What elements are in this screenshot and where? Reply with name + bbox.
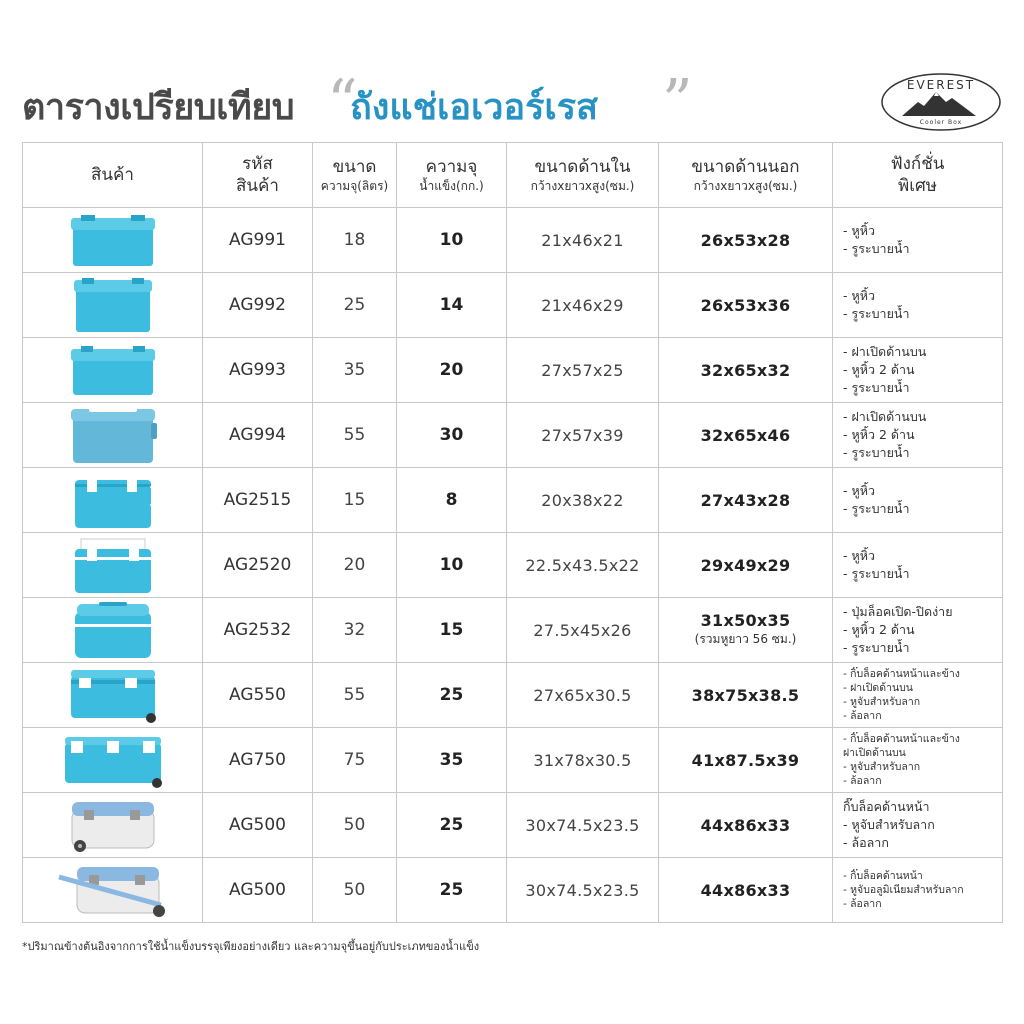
- product-image: [23, 468, 203, 533]
- capacity-liters: 50: [313, 793, 397, 858]
- inner-dimensions: 22.5x43.5x22: [507, 533, 659, 598]
- cooler-ag992-image: [23, 276, 202, 334]
- open-quote: “: [327, 67, 358, 137]
- feature-item: - ล้อลาก: [843, 835, 889, 851]
- inner-dimensions: 27x57x25: [507, 338, 659, 403]
- product-code: AG750: [203, 728, 313, 793]
- product-code: AG500: [203, 858, 313, 923]
- feature-item: - หูจับสำหรับลาก: [843, 816, 935, 832]
- product-image: [23, 598, 203, 663]
- feature-item: - กิ๊บล็อคด้านหน้าและข้าง: [843, 732, 960, 745]
- cooler-ag750-image: [23, 731, 202, 789]
- product-image: [23, 728, 203, 793]
- ice-capacity-kg: 14: [397, 273, 507, 338]
- table-row: [23, 793, 1003, 858]
- product-image: [23, 208, 203, 273]
- col-header-ice: ความจุ น้ำแข็ง(กก.): [397, 143, 507, 208]
- inner-dimensions: 27x57x39: [507, 403, 659, 468]
- feature-item: - หูหิ้ว: [843, 287, 875, 303]
- table-row: [23, 468, 1003, 533]
- feature-item: - รูระบายน้ำ: [843, 380, 910, 396]
- feature-item: - หูจับสำหรับลาก: [843, 696, 921, 708]
- cooler-ag994-image: [23, 405, 202, 465]
- table-row: [23, 663, 1003, 728]
- inner-dimensions: 20x38x22: [507, 468, 659, 533]
- outer-dimensions: 38x75x38.5: [659, 663, 833, 728]
- cooler-ag993-image: [23, 343, 202, 397]
- ice-capacity-kg: 10: [397, 533, 507, 598]
- feature-item: - หูหิ้ว: [843, 547, 875, 563]
- feature-item: - หูหิ้ว 2 ด้าน: [843, 361, 915, 377]
- features: [833, 858, 1003, 923]
- ice-capacity-kg: 25: [397, 858, 507, 923]
- inner-dimensions: 30x74.5x23.5: [507, 858, 659, 923]
- features: [833, 598, 1003, 663]
- inner-dimensions: 21x46x29: [507, 273, 659, 338]
- feature-item: - หูจับอลูมิเนียมสำหรับลาก: [843, 883, 964, 896]
- ice-capacity-kg: 8: [397, 468, 507, 533]
- capacity-liters: 75: [313, 728, 397, 793]
- product-code: AG993: [203, 338, 313, 403]
- capacity-liters: 35: [313, 338, 397, 403]
- product-code: AG994: [203, 403, 313, 468]
- col-header-outer: ขนาดด้านนอก กว้างxยาวxสูง(ซม.): [659, 143, 833, 208]
- outer-dimensions: 29x49x29: [659, 533, 833, 598]
- product-image: [23, 533, 203, 598]
- table-row: [23, 403, 1003, 468]
- feature-item: - ปุ่มล็อคเปิด-ปิดง่าย: [843, 603, 953, 619]
- inner-dimensions: 27x65x30.5: [507, 663, 659, 728]
- col-header-features: ฟังก์ชั่น พิเศษ: [833, 143, 1003, 208]
- inner-dimensions: 27.5x45x26: [507, 598, 659, 663]
- features: [833, 468, 1003, 533]
- cooler-ag2515-image: [23, 470, 202, 530]
- table-row: [23, 858, 1003, 923]
- capacity-liters: 18: [313, 208, 397, 273]
- close-quote: ”: [662, 67, 693, 137]
- product-code: AG2532: [203, 598, 313, 663]
- outer-dimensions-note: (รวมหูยาว 56 ซม.): [694, 632, 797, 646]
- ice-capacity-kg: 15: [397, 598, 507, 663]
- features: [833, 793, 1003, 858]
- comparison-table: [22, 142, 1003, 923]
- table-row: [23, 598, 1003, 663]
- logo-text: EVEREST: [906, 78, 976, 92]
- features: [833, 208, 1003, 273]
- outer-dimensions: 44x86x33: [659, 793, 833, 858]
- feature-item: - ล้อลาก: [843, 898, 882, 911]
- inner-dimensions: 31x78x30.5: [507, 728, 659, 793]
- feature-item: - รูระบายน้ำ: [843, 640, 910, 656]
- feature-item: - รูระบายน้ำ: [843, 445, 910, 461]
- features: [833, 338, 1003, 403]
- col-header-capacity: ขนาด ความจุ(ลิตร): [313, 143, 397, 208]
- cooler-ag2532-image: [23, 600, 202, 660]
- outer-dimensions: 32x65x46: [659, 403, 833, 468]
- footnote: *ปริมาณข้างต้นอิงจากการใช้น้ำแข็งบรรจุเพียงอย่างเดียว และความจุขึ้นอยู่กับประเภทของน้ำแข็ง: [22, 940, 480, 953]
- product-code: AG500: [203, 793, 313, 858]
- table-header-row: [23, 143, 1003, 208]
- col-header-inner: ขนาดด้านใน กว้างxยาวxสูง(ซม.): [507, 143, 659, 208]
- feature-item: - รูระบายน้ำ: [843, 306, 910, 321]
- table-row: [23, 728, 1003, 793]
- feature-item: - กิ๊บล็อคด้านหน้า: [843, 869, 923, 882]
- outer-dimensions: 31x50x35 (รวมหูยาว 56 ซม.): [659, 598, 833, 663]
- outer-dimensions: 26x53x28: [659, 208, 833, 273]
- cooler-ag991-image: [23, 212, 202, 268]
- feature-item: - ฝาเปิดด้านบน: [843, 408, 927, 424]
- outer-dimensions: 27x43x28: [659, 468, 833, 533]
- title-brand: ถังแช่เอเวอร์เรส: [350, 87, 599, 128]
- features: [833, 663, 1003, 728]
- feature-item: - รูระบายน้ำ: [843, 241, 910, 256]
- ice-capacity-kg: 25: [397, 663, 507, 728]
- product-image: [23, 403, 203, 468]
- outer-dimensions: 26x53x36: [659, 273, 833, 338]
- ice-capacity-kg: 35: [397, 728, 507, 793]
- product-code: AG2515: [203, 468, 313, 533]
- features: [833, 403, 1003, 468]
- capacity-liters: 55: [313, 403, 397, 468]
- product-image: [23, 663, 203, 728]
- page-header: [22, 67, 1002, 137]
- table-row: [23, 208, 1003, 273]
- inner-dimensions: 30x74.5x23.5: [507, 793, 659, 858]
- product-code: AG992: [203, 273, 313, 338]
- feature-item: - รูระบายน้ำ: [843, 566, 910, 581]
- product-image: [23, 858, 203, 923]
- product-code: AG550: [203, 663, 313, 728]
- ice-capacity-kg: 20: [397, 338, 507, 403]
- feature-item: - หูหิ้ว 2 ด้าน: [843, 621, 915, 637]
- table-row: [23, 533, 1003, 598]
- everest-logo: [880, 72, 1002, 132]
- feature-item: - หูหิ้ว: [843, 222, 875, 238]
- capacity-liters: 25: [313, 273, 397, 338]
- title-prefix: ตารางเปรียบเทียบ: [22, 87, 295, 128]
- capacity-liters: 50: [313, 858, 397, 923]
- ice-capacity-kg: 10: [397, 208, 507, 273]
- cooler-ag500-handle-image: [23, 861, 202, 919]
- product-image: [23, 338, 203, 403]
- outer-dimensions: 44x86x33: [659, 858, 833, 923]
- col-header-code: รหัส สินค้า: [203, 143, 313, 208]
- features: [833, 533, 1003, 598]
- cooler-ag550-image: [23, 666, 202, 724]
- logo-subtext: Cooler Box: [919, 119, 963, 126]
- feature-item: - รูระบายน้ำ: [843, 501, 910, 516]
- ice-capacity-kg: 30: [397, 403, 507, 468]
- capacity-liters: 15: [313, 468, 397, 533]
- inner-dimensions: 21x46x21: [507, 208, 659, 273]
- product-code: AG2520: [203, 533, 313, 598]
- features: [833, 728, 1003, 793]
- feature-item: - ฝาเปิดด้านบน: [843, 681, 913, 694]
- feature-item: - ล้อลาก: [843, 775, 882, 788]
- outer-dimensions: 41x87.5x39: [659, 728, 833, 793]
- product-image: [23, 273, 203, 338]
- cooler-ag2520-image: [23, 535, 202, 595]
- capacity-liters: 32: [313, 598, 397, 663]
- ice-capacity-kg: 25: [397, 793, 507, 858]
- feature-item: - ฝาเปิดด้านบน: [843, 343, 927, 359]
- feature-item: ฝาเปิดด้านบน: [843, 746, 906, 759]
- capacity-liters: 20: [313, 533, 397, 598]
- table-row: [23, 338, 1003, 403]
- outer-dimensions: 32x65x32: [659, 338, 833, 403]
- product-image: [23, 793, 203, 858]
- col-header-product: สินค้า: [23, 143, 203, 208]
- table-row: [23, 273, 1003, 338]
- feature-item: - หูหิ้ว: [843, 482, 875, 498]
- capacity-liters: 55: [313, 663, 397, 728]
- cooler-ag500-image: [23, 796, 202, 854]
- feature-item: - หูหิ้ว 2 ด้าน: [843, 426, 915, 442]
- product-code: AG991: [203, 208, 313, 273]
- features: [833, 273, 1003, 338]
- feature-item: - ล้อลาก: [843, 710, 882, 723]
- feature-item: กิ๊บล็อคด้านหน้า: [843, 798, 930, 814]
- feature-item: - หูจับสำหรับลาก: [843, 761, 921, 773]
- feature-item: - กิ๊บล็อคด้านหน้าและข้าง: [843, 667, 960, 680]
